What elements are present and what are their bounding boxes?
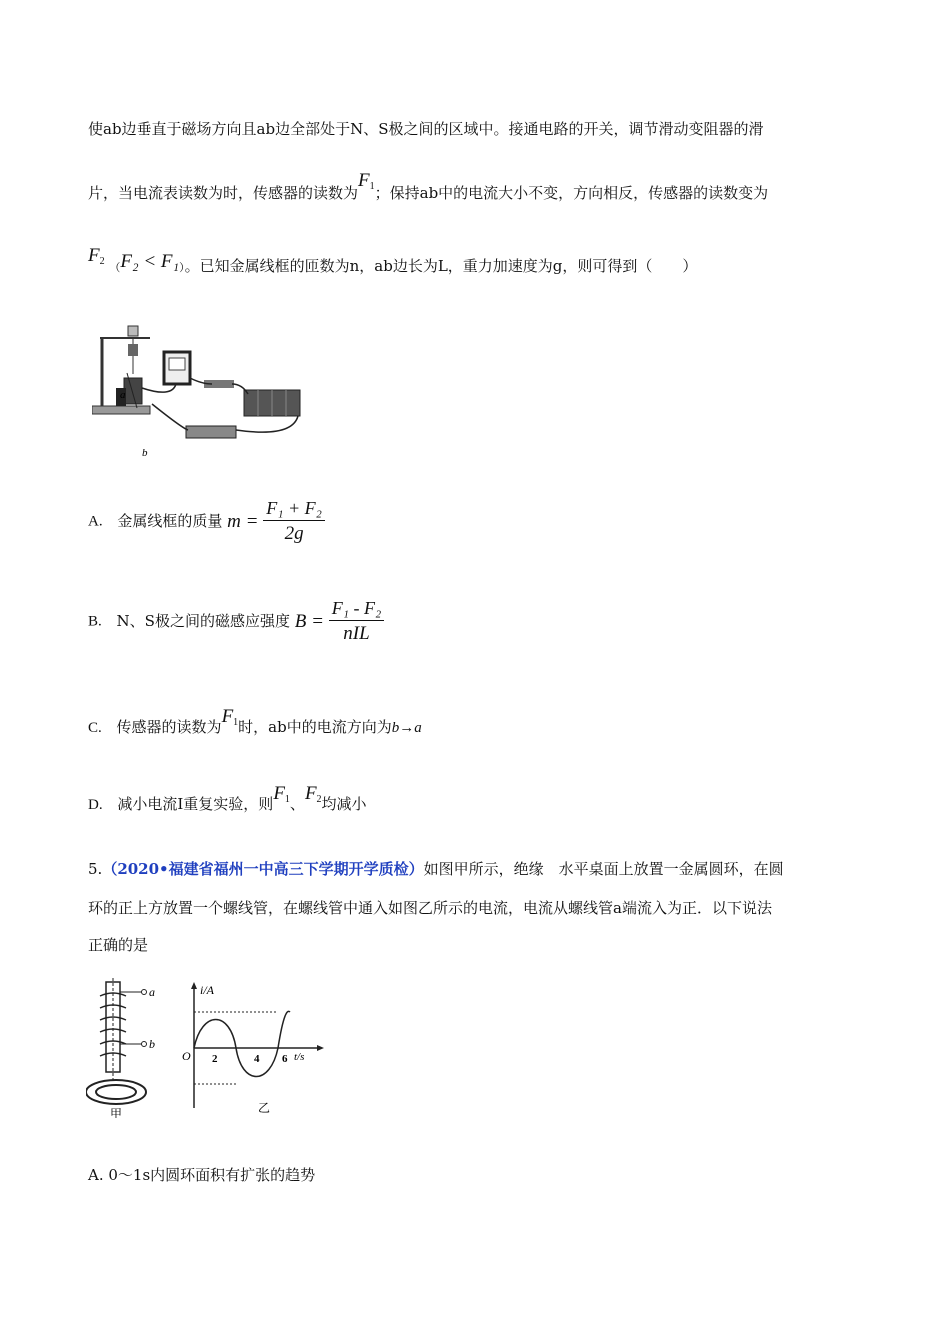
formula-b	[295, 611, 324, 633]
symbol-F2-d: $F_2$	[304, 783, 322, 805]
option-b	[88, 598, 384, 645]
formula-b-lhs: B =	[294, 610, 324, 632]
figure-jia-caption: 甲	[110, 1107, 123, 1118]
q4-line-3-text: 。已知金属线框的匝数为n，ab边长为L，重力加速度为g，则可得到（ ）	[184, 257, 698, 275]
option-c-text-2: 时，ab中的电流方向为	[238, 718, 392, 736]
graph-xlabel: t/s	[294, 1051, 305, 1063]
symbol-F1: $F_1$	[358, 170, 375, 192]
solenoid-label-a: a	[149, 985, 155, 999]
option-b-label: B.	[88, 613, 102, 630]
formula-a-fraction	[263, 498, 325, 545]
symbol-F1-d: $F_1$	[273, 783, 290, 805]
q4-line-3: $F_2$ （F₂ < F₁）。已知金属线框的匝数为n，ab边长为L，重力加速度为g，则可得到（ ）	[88, 245, 698, 275]
formula-a-lhs: m =	[227, 510, 259, 532]
q4-line-2	[88, 170, 769, 204]
figure-yi-caption: 乙	[258, 1101, 271, 1115]
solenoid-label-b: b	[149, 1037, 155, 1051]
q4-line-2b: ；保持ab中的电流大小不变，方向相反，传感器的读数变为	[374, 184, 769, 202]
option-a	[88, 498, 325, 545]
current-graph-figure	[178, 980, 328, 1120]
option-d	[88, 783, 367, 815]
solenoid-figure	[86, 978, 166, 1118]
option-a-text: 金属线框的质量	[117, 511, 223, 530]
q4-line-2a: 片，当电流表读数为时，传感器的读数为	[88, 184, 359, 202]
graph-ylabel: i/A	[200, 983, 214, 997]
option-c	[88, 706, 422, 738]
option-a-label: A.	[88, 513, 103, 530]
q5-number: 5.	[88, 860, 103, 878]
formula-b-denominator: nIL	[343, 623, 370, 644]
inequality-F2-less-F1: F₂ < F₁	[120, 251, 180, 272]
option-b-text: N、S极之间的磁感应强度	[116, 611, 290, 630]
formula-a-denominator: 2g	[284, 523, 304, 544]
label-b: b	[142, 447, 148, 459]
option-d-sep: 、	[289, 795, 305, 813]
option-c-text-1: 传感器的读数为	[116, 718, 222, 736]
option-d-text-1: 减小电流I重复实验，则	[117, 795, 274, 813]
option-d-label: D.	[88, 797, 103, 813]
symbol-F1-c: $F_1$	[221, 706, 239, 728]
q5-line-1	[88, 858, 784, 879]
formula-a	[227, 511, 258, 533]
q5-line-2: 环的正上方放置一个螺线管，在螺线管中通入如图乙所示的电流，电流从螺线管a端流入为正．以下说法	[88, 899, 772, 917]
symbol-F2: $F_2$	[88, 245, 105, 267]
graph-tick-6: 6	[282, 1053, 288, 1065]
formula-b-fraction	[329, 598, 385, 645]
q4-line-1: 使ab边垂直于磁场方向且ab边全部处于N、S极之间的区域中。接通电路的开关，调节滑动变阻器的滑	[88, 120, 764, 138]
option-c-label: C.	[88, 720, 102, 736]
graph-tick-2: 2	[212, 1053, 218, 1065]
formula-a-numerator: F₁ + F₂	[263, 498, 325, 521]
graph-tick-4: 4	[254, 1053, 260, 1065]
q5-source: （2020•福建省福州一中高三下学期开学质检）	[102, 860, 424, 878]
apparatus-figure	[92, 318, 307, 460]
q5-line-3: 正确的是	[88, 936, 149, 954]
q5-option-a: A. 0～1s内圆环面积有扩张的趋势	[88, 1166, 316, 1184]
graph-origin: O	[182, 1049, 191, 1063]
current-direction: b→a	[391, 720, 422, 736]
option-d-text-2: 均减小	[321, 795, 367, 813]
formula-b-numerator: F₁ - F₂	[329, 598, 385, 621]
q5-line-1-text: 如图甲所示，绝缘 水平桌面上放置一金属圆环，在圆	[423, 860, 784, 878]
label-a: a	[120, 389, 126, 401]
